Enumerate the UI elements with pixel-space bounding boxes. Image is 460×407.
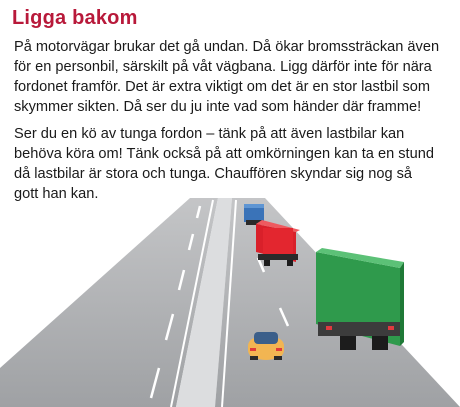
paragraph-line: då lastbilar är stora och tunga. Chauffören skyndar sig nog så xyxy=(14,166,413,182)
paragraph-line: Ser du en kö av tunga fordon – tänk på att även lastbilar kan xyxy=(14,126,405,142)
truck-front xyxy=(316,248,404,350)
paragraph-truck-queue xyxy=(14,124,454,204)
paragraph-following-distance xyxy=(14,37,454,117)
highway-illustration xyxy=(0,198,460,407)
paragraph-line: för en personbil, särskilt på våt vägbana. Ligg därför inte för nära xyxy=(14,59,432,75)
paragraph-line: gott han kan. xyxy=(14,186,99,202)
section-heading: Ligga bakom xyxy=(12,7,138,29)
paragraph-line: skymmer sikten. Då ser du ju inte vad som händer där framme! xyxy=(14,99,422,115)
paragraph-line: fordonet framför. Det är extra viktigt om det är en stor lastbil som xyxy=(14,79,431,95)
paragraph-line: På motorvägar brukar det gå undan. Då ökar bromssträckan även xyxy=(14,39,440,55)
paragraph-line: behöva köra om! Tänk också på att omkörningen kan ta en stund xyxy=(14,146,434,162)
truck-middle xyxy=(256,220,300,266)
